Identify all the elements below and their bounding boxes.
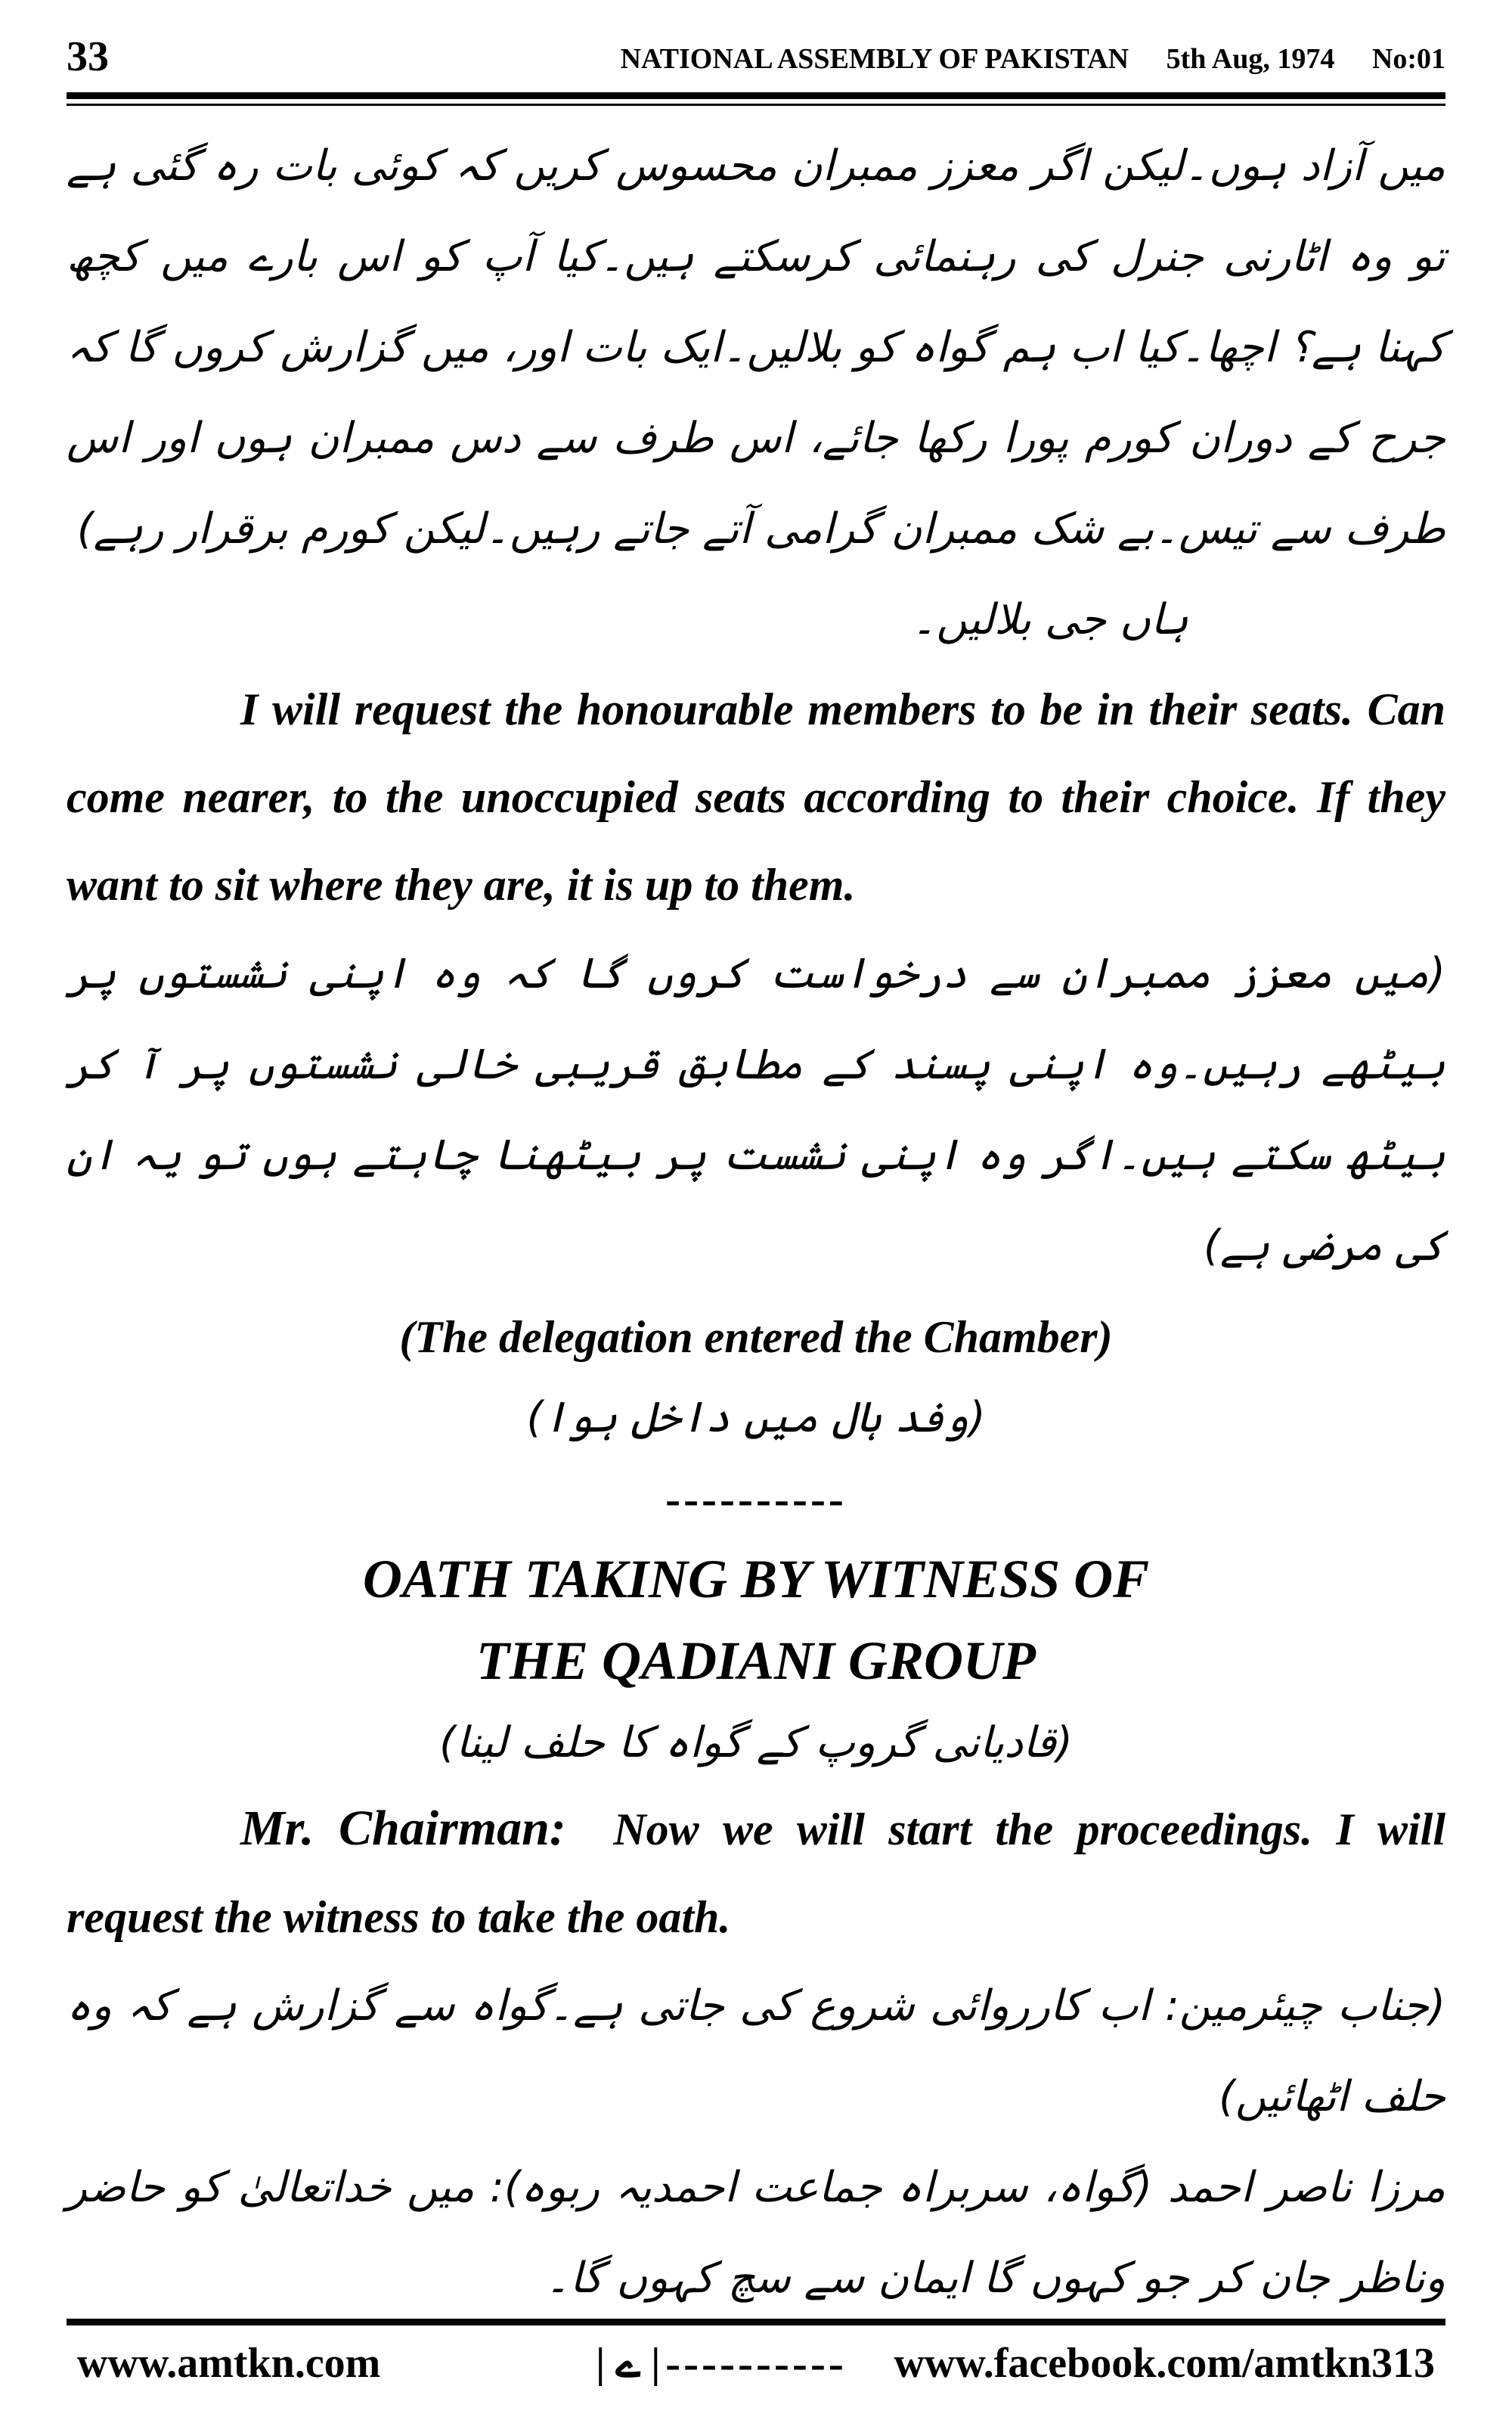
facebook-link[interactable]: www.facebook.com/amtkn313: [894, 2340, 1435, 2387]
page-content: [67, 121, 1445, 2403]
section-heading-urdu: (قادیانی گروپ کے گواہ کا حلف لینا): [439, 1718, 1073, 1767]
page-number: 33: [67, 33, 109, 80]
header-rule-thin: [67, 104, 1445, 106]
footer-page-glyph: | ے |: [596, 2340, 661, 2387]
section-heading-line-1: OATH TAKING BY WITNESS OF: [362, 1549, 1150, 1609]
delegation-english: (The delegation entered the Chamber): [399, 1312, 1113, 1362]
website-link[interactable]: www.amtkn.com: [77, 2340, 381, 2387]
urdu-paragraph-2: (میں معزز ممبران سے درخواست کروں گا کہ وہ اپنی نشستوں پر بیٹھے رہیں۔وہ اپنی پسند کے مطابق قریبی خالی نشستوں پر آ کر بیٹھ سکتے ہیں۔اگر وہ اپنی نشست پر بیٹھنا چاہتے ہوں تو یہ ان کی مرضی ہے): [67, 949, 1445, 1270]
urdu-paragraph-3: (جناب چیئرمین: اب کارروائی شروع کی جاتی ہے۔گواہ سے گزارش ہے کہ وہ حلف اٹھائیں): [67, 1981, 1445, 2121]
chairman-speaker: Mr. Chairman:: [240, 1801, 566, 1856]
chairman-text: Now we will start the proceedings. I will request the witness to take the oath.: [67, 1804, 1446, 1942]
section-heading-line-2: THE QADIANI GROUP: [476, 1630, 1036, 1691]
page-header: [67, 30, 1445, 98]
footer-rule: [67, 2319, 1445, 2325]
urdu-paragraph-1-end: ہاں جی بلالیں۔: [911, 595, 1188, 644]
page-footer: [67, 2337, 1445, 2390]
chairman-statement: [67, 1785, 1445, 1961]
english-paragraph-1-text: I will request the honourable members to be in their seats. Can come nearer, to the unoccupied seats according to their choice. If they want to sit where they are, it is up to them.: [67, 684, 1445, 910]
session-date: 5th Aug, 1974: [1166, 43, 1335, 75]
english-paragraph-1: [67, 666, 1445, 929]
publication-name: NATIONAL ASSEMBLY OF PAKISTAN: [620, 43, 1129, 75]
separator-end: ----------: [665, 2338, 847, 2388]
urdu-paragraph-4: مرزا ناصر احمد (گواہ، سربراہ جماعت احمدیہ ربوہ): میں خداتعالیٰ کو حاضر وناظر جان کر جو کہوں گا ایمان سے سچ کہوں گا۔: [67, 2163, 1445, 2303]
delegation-urdu: (وفد ہال میں داخل ہوا): [526, 1393, 986, 1442]
issue-number: No:01: [1371, 43, 1445, 75]
separator: ----------: [665, 1474, 847, 1524]
running-header: [590, 36, 1445, 82]
header-rule-thick: [67, 92, 1445, 99]
urdu-paragraph-1: میں آزاد ہوں۔لیکن اگر معزز ممبران محسوس کریں کہ کوئی بات رہ گئی ہے تو وہ اٹارنی جنرل کی رہنمائی کرسکتے ہیں۔کیا آپ کو اس بارے میں کچھ کہنا ہے؟ اچھا۔کیا اب ہم گواہ کو بلالیں۔ایک بات اور، میں گزارش کروں گا کہ جرح کے دوران کورم پورا رکھا جائے، اس طرف سے دس ممبران ہوں اور اس طرف سے تیس۔بے شک ممبران گرامی آتے جاتے رہیں۔لیکن کورم برقرار رہے): [67, 141, 1445, 554]
